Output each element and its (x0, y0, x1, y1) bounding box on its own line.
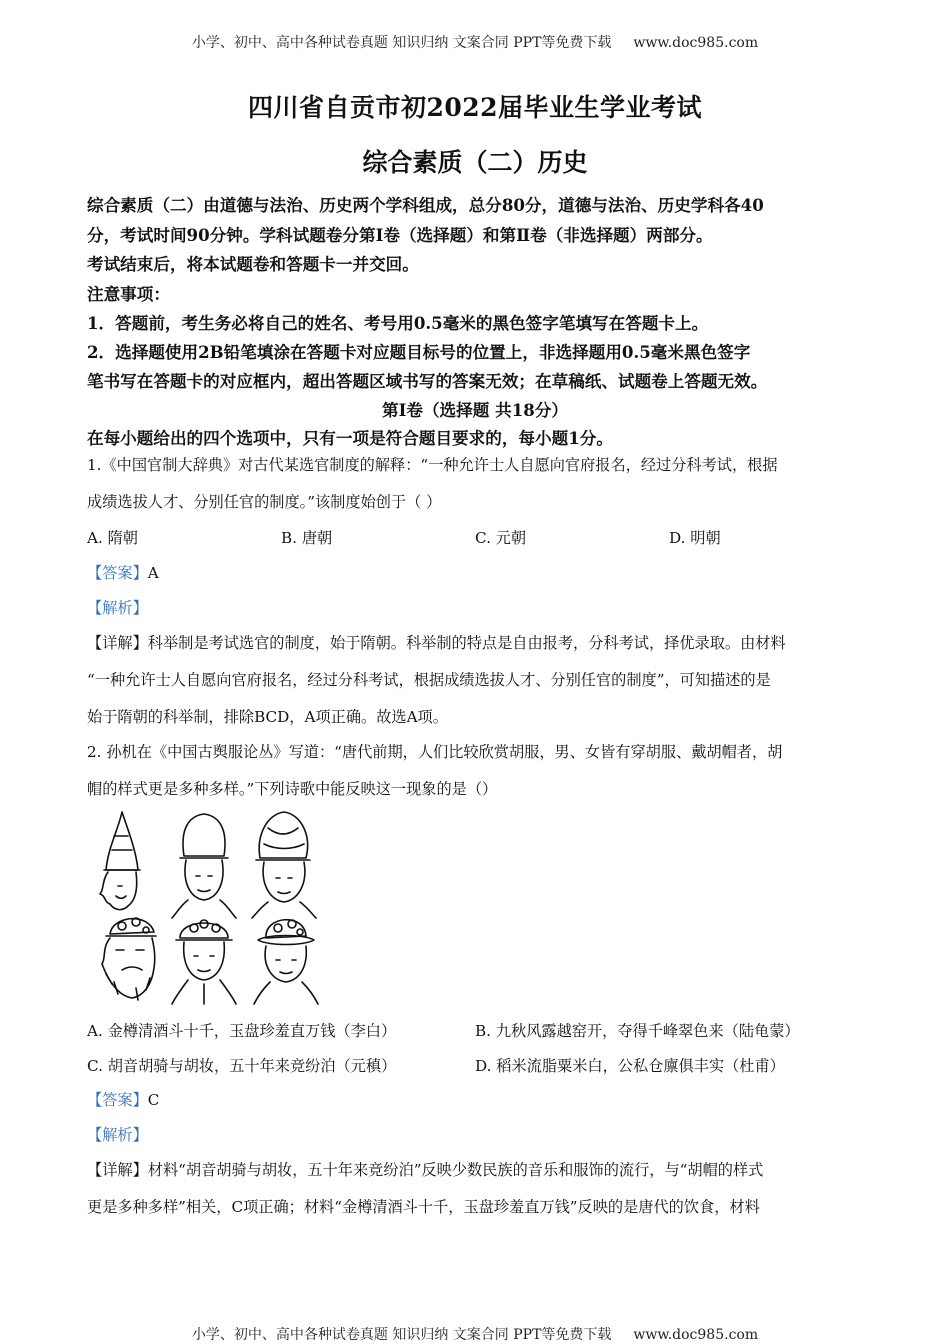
q1-detail (87, 632, 867, 653)
q1-detail: “一种允许士人自愿向官府报名，经过分科考试，根据成绩选拔人才、分别任官的制度”，可知描述的是 (87, 671, 771, 689)
notice-item: 2．选择题使用2B铅笔填涂在答题卡对应题目标号的位置上，非选择题用0.5毫米黑色签字 (87, 342, 751, 362)
q2-option-a: A. 金樽清酒斗十千，玉盘珍羞直万钱（李白） (87, 1022, 397, 1040)
q2-stem: 帽的样式更是多种多样。”下列诗歌中能反映这一现象的是（） (87, 780, 498, 798)
figure-tall-hat (172, 814, 236, 918)
q1-option-b: B. 唐朝 (281, 529, 333, 547)
answer-tag: 【答案】 (87, 1091, 148, 1109)
q1-analysis (87, 597, 867, 618)
detail-text: 材料“胡音胡骑与胡妆，五十年来竞纷泊”反映少数民族的音乐和服饰的流行，与“胡帽的样式 (147, 1161, 764, 1179)
q2-option-c: C. 胡音胡骑与胡妆，五十年来竞纷泊（元稹） (87, 1057, 397, 1075)
q1-detail: 始于隋朝的科举制，排除BCD，A项正确。故选A项。 (87, 708, 448, 726)
figure-folded-hat (252, 812, 316, 918)
q2-analysis (87, 1124, 867, 1145)
intro-line: 考试结束后，将本试题卷和答题卡一并交回。 (87, 254, 419, 274)
q2-stem: 2. 孙机在《中国古舆服论丛》写道：“唐代前期，人们比较欣赏胡服，男、女皆有穿胡服、戴胡帽者，胡 (87, 743, 783, 761)
page-header (0, 32, 950, 52)
footer-site-link[interactable]: www.doc985.com (633, 1327, 759, 1343)
exam-title: 四川省自贡市初2022届毕业生学业考试 (247, 93, 703, 122)
detail-tag: 【详解】 (87, 634, 148, 652)
q1-option-c: C. 元朝 (475, 529, 527, 547)
intro-line: 分，考试时间90分钟。学科试题卷分第Ⅰ卷（选择题）和第Ⅱ卷（非选择题）两部分。 (87, 225, 713, 245)
q1-option-a: A. 隋朝 (87, 529, 138, 547)
detail-text: 科举制是考试选官的制度，始于隋朝。科举制的特点是自由报考，分科考试，择优录取。由材料 (147, 634, 786, 652)
hu-hats-illustration (92, 808, 322, 1008)
figure-bearded-cap (102, 918, 156, 1000)
analysis-tag: 【解析】 (87, 599, 148, 617)
page-footer (0, 1324, 950, 1344)
q2-option-d: D. 稻米流脂粟米白，公私仓廪俱丰实（杜甫） (475, 1057, 785, 1075)
q1-stem: 成绩选拔人才、分别任官的制度。”该制度始创于（ ） (87, 493, 442, 511)
intro-line: 综合素质（二）由道德与法治、历史两个学科组成，总分80分，道德与法治、历史学科各40 (87, 195, 764, 215)
q2-option-b: B. 九秋风露越窑开，夺得千峰翠色来（陆龟蒙） (475, 1022, 800, 1040)
notice-item: 1．答题前，考生务必将自己的姓名、考号用0.5毫米的黑色签字笔填写在答题卡上。 (87, 313, 709, 333)
exam-subtitle: 综合素质（二）历史 (362, 148, 588, 177)
q2-answer (87, 1089, 867, 1110)
notice-heading: 注意事项： (87, 284, 170, 304)
footer-slogan: 小学、初中、高中各种试卷真题 知识归纳 文案合同 PPT等免费下载 (191, 1327, 612, 1343)
figure-brimmed-cap (254, 920, 318, 1004)
section-title: 第Ⅰ卷（选择题 共18分） (382, 400, 568, 420)
section-instruction: 在每小题给出的四个选项中，只有一项是符合题目要求的，每小题1分。 (87, 428, 613, 448)
analysis-tag: 【解析】 (87, 1126, 148, 1144)
header-slogan: 小学、初中、高中各种试卷真题 知识归纳 文案合同 PPT等免费下载 (191, 35, 612, 51)
answer-tag: 【答案】 (87, 564, 148, 582)
q1-answer (87, 562, 867, 583)
notice-item: 笔书写在答题卡的对应框内，超出答题区域书写的答案无效；在草稿纸、试题卷上答题无效。 (87, 371, 768, 391)
detail-tag: 【详解】 (87, 1161, 148, 1179)
header-site-link[interactable]: www.doc985.com (633, 35, 759, 51)
figure-round-cap (172, 920, 236, 1004)
q2-detail (87, 1159, 867, 1180)
answer-value: C (147, 1091, 160, 1109)
q1-stem: 1.《中国官制大辞典》对古代某选官制度的解释：“一种允许士人自愿向官府报名，经过分科考试，根据 (87, 456, 778, 474)
q2-detail: 更是多种多样”相关，C项正确；材料“金樽清酒斗十千，玉盘珍羞直万钱”反映的是唐代的饮食，材料 (87, 1198, 760, 1216)
q1-option-d: D. 明朝 (669, 529, 721, 547)
figure-pointed-hat (100, 812, 140, 910)
answer-value: A (147, 564, 159, 582)
